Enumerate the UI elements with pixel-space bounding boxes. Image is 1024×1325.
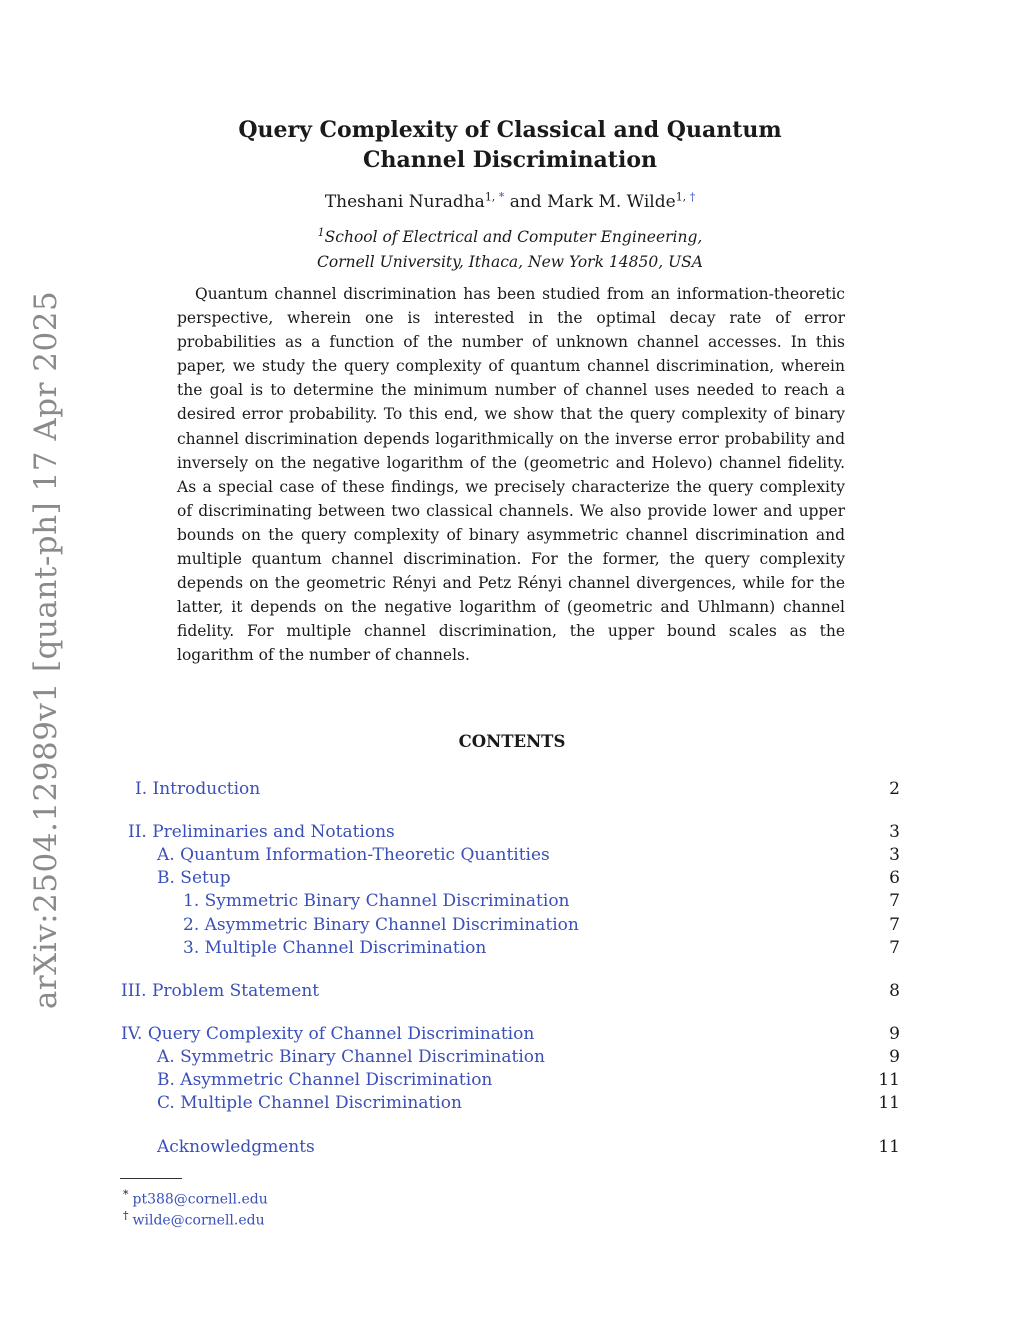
- email-link[interactable]: wilde@cornell.edu: [132, 1212, 265, 1229]
- toc-link[interactable]: 3. Multiple Channel Discrimination: [183, 938, 487, 958]
- title-line-2: Channel Discrimination: [362, 147, 657, 173]
- toc-entry[interactable]: [0, 890, 900, 913]
- toc-link[interactable]: Acknowledgments: [157, 1137, 315, 1157]
- toc-link[interactable]: 2. Asymmetric Binary Channel Discrimination: [183, 915, 579, 935]
- toc-entry[interactable]: [0, 914, 900, 937]
- toc-link[interactable]: B. Asymmetric Channel Discrimination: [157, 1070, 493, 1090]
- toc-page-number: 11: [878, 1137, 900, 1157]
- toc-link[interactable]: I. Introduction: [135, 779, 261, 799]
- toc-page-number: 11: [878, 1070, 900, 1090]
- toc-page-number: 7: [889, 915, 900, 935]
- author-affil-sup: 1,: [484, 190, 499, 204]
- paper-title: [200, 115, 820, 175]
- abstract: Quantum channel discrimination has been studied from an information-theoretic perspective, wherein one is interested in the optimal decay rate of error probabilities as a function of the number of unknown channel accesses. In this paper, we study the query complexity of quantum channel discrimination, wherein the goal is to determine the minimum number of channel uses needed to reach a desired error probability. To this end, we show that the query complexity of binary channel discrimination depends logarithmically on the inverse error probability and inversely on the negative logarithm of the (geometric and Holevo) channel fidelity. As a special case of these findings, we precisely characterize the query complexity of discriminating between two classical channels. We also provide lower and upper bounds on the query complexity of binary asymmetric channel discrimination and multiple quantum channel discrimination. For the former, the query complexity depends on the geometric Rényi and Petz Rényi channel divergences, while for the latter, it depends on the negative logarithm of (geometric and Uhlmann) channel fidelity. For multiple channel discrimination, the upper bound scales as the logarithm of the number of channels.: [177, 285, 845, 665]
- author-name: Theshani Nuradha: [324, 192, 485, 212]
- toc-entry[interactable]: [0, 980, 900, 1003]
- author-list: [200, 192, 820, 212]
- author-conjunction: and: [504, 192, 548, 212]
- toc-entry[interactable]: [0, 867, 900, 890]
- toc-link[interactable]: B. Setup: [157, 868, 231, 888]
- arxiv-identifier: arXiv:2504.12989v1 [quant-ph] 17 Apr 2025: [28, 290, 64, 1010]
- toc-link[interactable]: IV. Query Complexity of Channel Discrimination: [121, 1024, 535, 1044]
- title-line-1: Query Complexity of Classical and Quantum: [238, 117, 782, 143]
- toc-page-number: 6: [889, 868, 900, 888]
- toc-link[interactable]: II. Preliminaries and Notations: [128, 822, 395, 842]
- contents-heading: CONTENTS: [458, 732, 566, 751]
- toc-page-number: 3: [889, 822, 900, 842]
- toc-page-number: 9: [889, 1047, 900, 1067]
- toc-page-number: 8: [889, 981, 900, 1001]
- affiliation: [200, 225, 820, 275]
- email-link[interactable]: pt388@cornell.edu: [132, 1191, 268, 1208]
- toc-entry[interactable]: [0, 778, 900, 801]
- toc-link[interactable]: A. Quantum Information-Theoretic Quantities: [157, 845, 550, 865]
- footnote-link[interactable]: *: [498, 190, 505, 204]
- toc-entry[interactable]: [0, 1069, 900, 1092]
- affiliation-line-2: Cornell University, Ithaca, New York 14850, USA: [317, 253, 703, 271]
- footnote-rule: [120, 1178, 182, 1179]
- toc-page-number: 7: [889, 938, 900, 958]
- affiliation-line-1: School of Electrical and Computer Engineering,: [324, 228, 703, 246]
- toc-link[interactable]: III. Problem Statement: [121, 981, 320, 1001]
- toc-page-number: 7: [889, 891, 900, 911]
- toc-link[interactable]: 1. Symmetric Binary Channel Discrimination: [183, 891, 570, 911]
- toc-entry[interactable]: [0, 1046, 900, 1069]
- toc-page-number: 3: [889, 845, 900, 865]
- footnote: [123, 1206, 265, 1231]
- affiliation-sup: 1: [317, 225, 325, 239]
- toc-entry[interactable]: [0, 937, 900, 960]
- footnote-mark: †: [123, 1209, 129, 1222]
- toc-page-number: 2: [889, 779, 900, 799]
- toc-link[interactable]: C. Multiple Channel Discrimination: [157, 1093, 462, 1113]
- toc-entry[interactable]: [0, 844, 900, 867]
- author-affil-sup: 1,: [675, 190, 690, 204]
- toc-entry[interactable]: [0, 821, 900, 844]
- toc-page-number: 11: [878, 1093, 900, 1113]
- author-name: Mark M. Wilde: [547, 192, 676, 212]
- toc-entry[interactable]: [0, 1092, 900, 1115]
- toc-page-number: 9: [889, 1024, 900, 1044]
- toc-entry[interactable]: [0, 1136, 900, 1159]
- footnote-mark: *: [123, 1188, 129, 1201]
- toc-link[interactable]: A. Symmetric Binary Channel Discrimination: [157, 1047, 545, 1067]
- toc-entry[interactable]: [0, 1023, 900, 1046]
- footnote-link[interactable]: †: [689, 190, 696, 204]
